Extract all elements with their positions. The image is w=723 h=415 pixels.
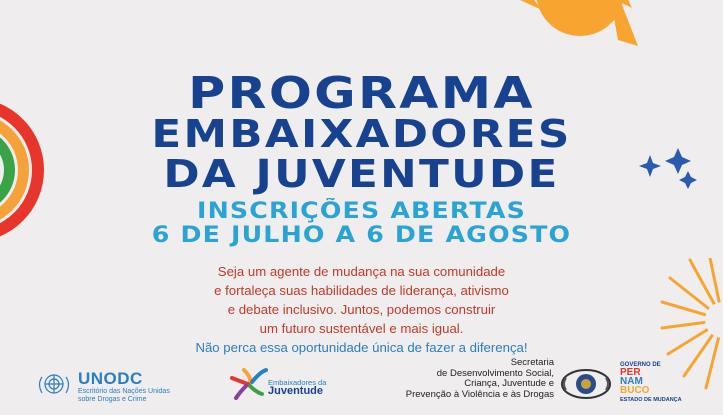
secretaria-line-4: Prevenção à Violência e às Drogas: [405, 388, 554, 400]
sun-rays-decoration: [660, 258, 723, 408]
pe-governo: GOVERNO DE: [620, 362, 661, 368]
embaixadores-bottom: Juventude: [268, 385, 324, 397]
un-emblem-icon: [34, 369, 74, 399]
body-line-2: e fortaleça suas habilidades de liderança, ativismo: [214, 283, 509, 298]
unodc-sub-2: sobre Drogas e Crime: [78, 396, 147, 403]
unodc-name: UNODC: [78, 369, 143, 388]
unodc-sub-1: Escritório das Nações Unidas: [78, 388, 170, 395]
embaixadores-logo-icon: [226, 364, 270, 400]
pe-logo-per: PER: [620, 367, 641, 378]
program-title: [0, 68, 723, 196]
title-line-2: EMBAIXADORES: [151, 112, 572, 156]
sun-top-decoration: [520, 0, 720, 50]
pernambuco-coat-of-arms-icon: [560, 364, 612, 404]
embaixadores-top: Embaixadores da: [268, 378, 327, 387]
secretaria-line-3: Criança, Juventude e: [464, 378, 554, 389]
subtitle-line-1: INSCRIÇÕES ABERTAS: [197, 199, 526, 224]
subtitle-line-2: 6 DE JULHO A 6 DE AGOSTO: [151, 223, 572, 248]
title-line-1: PROGRAMA: [188, 68, 535, 119]
body-line-1: Seja um agente de mudança na sua comunidade: [217, 264, 506, 279]
secretaria-block: [378, 358, 554, 400]
body-call-to-action: Não perca essa oportunidade única de fazer a diferença!: [195, 340, 528, 355]
title-line-3: DA JUVENTUDE: [163, 152, 560, 196]
pe-logo-nam: NAM: [620, 376, 643, 387]
registration-subtitle: [0, 200, 723, 248]
body-line-3: e debate inclusivo. Juntos, podemos construir: [227, 302, 496, 317]
secretaria-line-1: Secretaria: [510, 357, 554, 368]
secretaria-line-2: de Desenvolvimento Social,: [436, 367, 554, 379]
body-line-4: um futuro sustentável e mais igual.: [259, 321, 464, 336]
pe-estado: ESTADO DE MUDANÇA: [620, 397, 682, 403]
pe-logo-buco: BUCO: [620, 385, 650, 396]
body-text: [120, 262, 603, 357]
